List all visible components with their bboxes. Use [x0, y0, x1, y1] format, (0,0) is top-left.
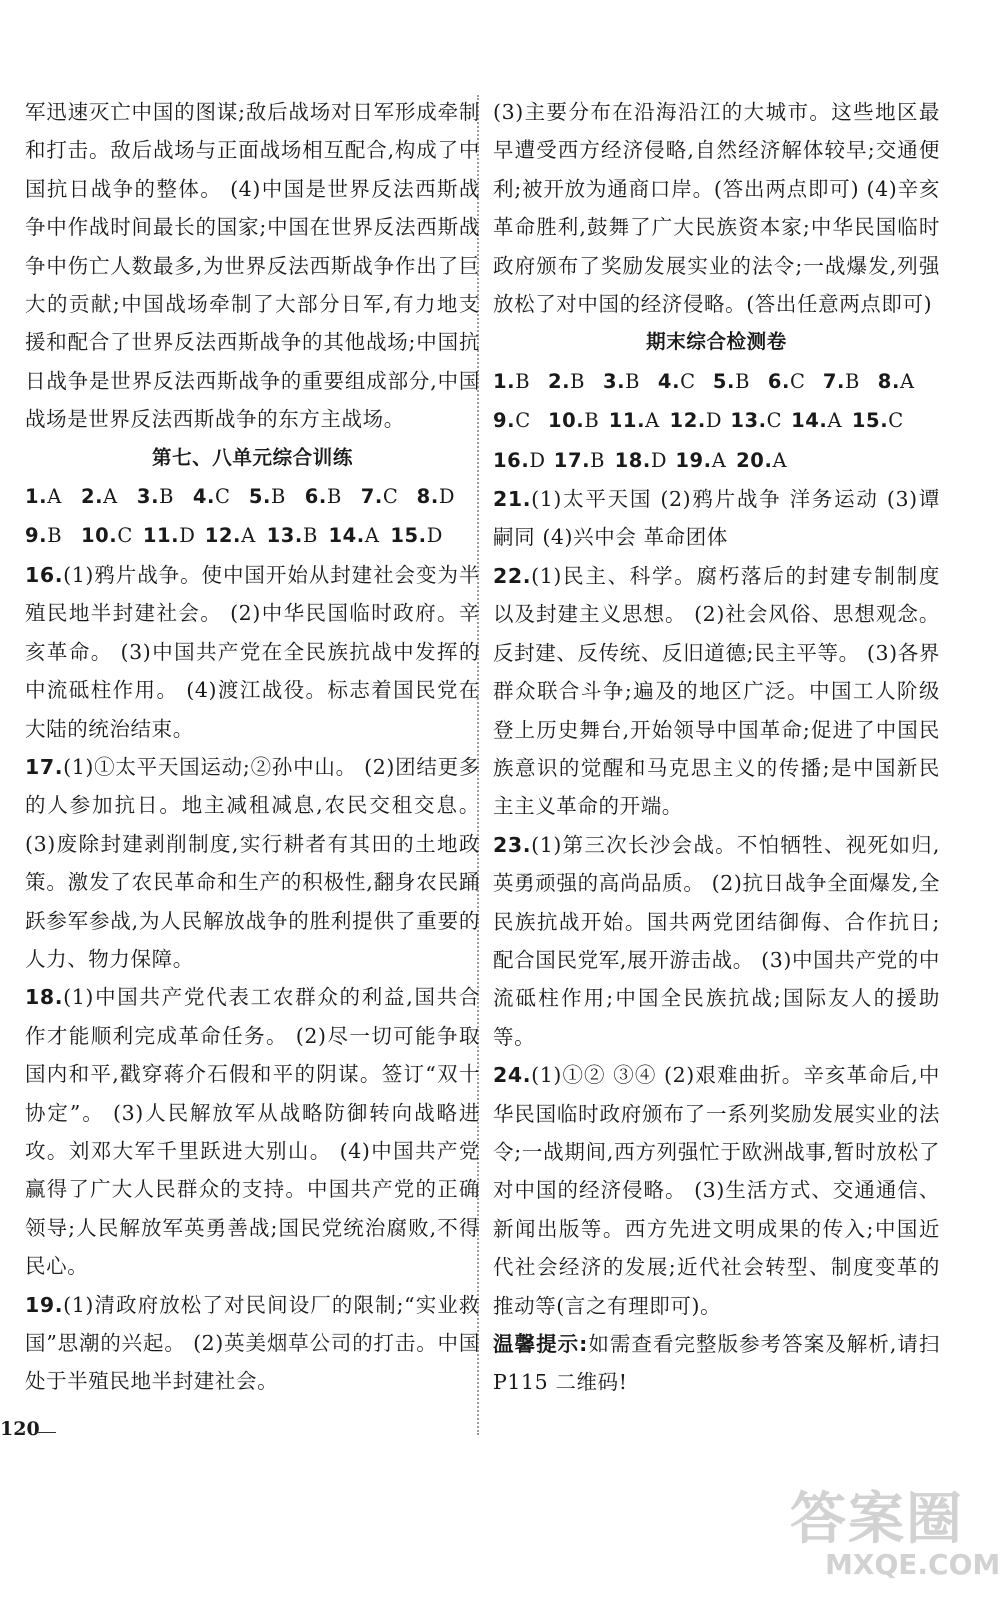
answer-text: (1)清政府放松了对民间设厂的限制;“实业救国”思潮的兴起。 (2)英美烟草公司的打击。中国处于半殖民地半封建社会。 — [25, 1292, 480, 1394]
choice-answer — [878, 363, 933, 401]
question-number: 13. — [730, 409, 767, 433]
answer-24 — [493, 1056, 940, 1325]
choice-letter: C — [680, 369, 696, 393]
answer-21 — [493, 480, 940, 557]
choice-letter: D — [650, 448, 668, 472]
choice-letter: A — [241, 524, 256, 548]
question-number: 13. — [266, 524, 303, 548]
question-number: 20. — [736, 448, 773, 472]
choice-answer — [81, 478, 137, 516]
choice-letter: B — [584, 409, 600, 433]
question-number: 16. — [493, 448, 530, 472]
tip-label: 温馨提示: — [493, 1332, 588, 1356]
choice-letter: B — [515, 369, 531, 393]
watermark-logo — [790, 1487, 1000, 1595]
question-number: 5. — [712, 369, 736, 393]
choice-letter: C — [215, 485, 231, 509]
choice-letter: A — [103, 485, 118, 509]
answer-text: (1)太平天国 (2)鸦片战争 洋务运动 (3)谭嗣同 (4)兴中会 革命团体 — [493, 487, 940, 550]
question-number: 8. — [416, 485, 439, 509]
choice-answer — [25, 517, 81, 555]
choice-answer — [548, 402, 609, 440]
choice-letter: B — [735, 369, 750, 393]
question-number: 6. — [304, 485, 327, 509]
question-number: 22. — [493, 563, 532, 588]
choice-answer — [768, 363, 823, 401]
choice-answer — [493, 442, 554, 480]
choice-letter: B — [47, 524, 63, 548]
question-number: 18. — [614, 448, 651, 472]
choice-answers-row — [493, 441, 940, 480]
choice-answer — [603, 363, 658, 401]
question-number: 19. — [25, 1292, 64, 1317]
choice-answer — [730, 402, 791, 440]
choice-answer — [713, 363, 768, 401]
right-column — [493, 93, 940, 1402]
question-number: 17. — [553, 448, 591, 472]
question-number: 14. — [328, 524, 365, 548]
question-number: 14. — [791, 409, 828, 433]
choice-answer — [675, 442, 736, 480]
answer-continuation: (3)主要分布在沿海沿江的大城市。这些地区最早遭受西方经济侵略,自然经济解体较早;交通便利;被开放为通商口岸。(答出两点即可) (4)辛亥革命胜利,鼓舞了广大民族资本家;中华民国临时政府颁布了奖励发展实业的法令;一战爆发,列强放松了对中国的经济侵略。(答出任意两点即可) — [493, 100, 940, 317]
answer-text: (1)①② ③④ (2)艰难曲折。辛亥革命后,中华民国临时政府颁布了一系列奖励发展实业的法令;一战期间,西方列强忙于欧洲战事,暂时放松了对中国的经济侵略。 (3)生活方式、交通通信、新闻出版等。西方先进文明成果的传入;中国近代社会经济的发展;近代社会转型、制度变革的推动等(言之有理即可)。 — [493, 1063, 940, 1318]
choice-answer — [361, 478, 417, 516]
choice-answer — [25, 478, 81, 516]
choice-letter: C — [515, 409, 531, 433]
choice-answer — [791, 402, 852, 440]
choice-answer — [143, 517, 205, 555]
choice-letter: A — [711, 448, 727, 472]
choice-letter: D — [426, 524, 443, 548]
choice-letter: B — [625, 369, 641, 393]
question-number: 1. — [25, 485, 48, 509]
choice-letter: A — [364, 524, 380, 548]
choice-answer — [205, 517, 267, 555]
question-number: 16. — [25, 562, 64, 587]
answer-23 — [493, 826, 940, 1056]
question-number: 19. — [675, 448, 712, 472]
question-number: 2. — [80, 485, 104, 509]
choice-letter: D — [529, 448, 546, 472]
question-number: 10. — [547, 409, 585, 433]
choice-answers-row — [25, 516, 480, 555]
choice-answer — [493, 363, 548, 401]
question-number: 18. — [25, 985, 64, 1010]
choice-answer — [609, 402, 670, 440]
question-number: 12. — [204, 524, 242, 548]
choice-letter: A — [47, 485, 62, 509]
answer-18 — [25, 978, 480, 1285]
choice-letter: D — [179, 524, 196, 548]
choice-answer — [852, 402, 913, 440]
choice-answer — [249, 478, 305, 516]
choice-letter: C — [766, 409, 783, 433]
choice-answer — [328, 517, 390, 555]
answer-17 — [25, 748, 480, 978]
choice-answer — [267, 517, 329, 555]
choice-answer — [81, 517, 143, 555]
choice-letter: C — [117, 524, 133, 548]
answer-text: (1)鸦片战争。使中国开始从封建社会变为半殖民地半封建社会。 (2)中华民国临时政府。辛亥革命。 (3)中国共产党在全民族抗战中发挥的中流砥柱作用。 (4)渡江战役。标志着国民党在大陆的统治结束。 — [25, 562, 480, 741]
choice-answer — [615, 442, 676, 480]
question-number: 23. — [493, 832, 532, 857]
question-number: 2. — [547, 369, 571, 393]
section-title: 第七、八单元综合训练 — [151, 445, 353, 469]
question-number: 1. — [493, 369, 516, 393]
page-number-rule — [36, 1432, 56, 1433]
answer-16 — [25, 556, 480, 748]
choice-answer — [137, 478, 193, 516]
choice-answer — [670, 402, 731, 440]
choice-answer — [658, 363, 713, 401]
question-number: 4. — [657, 369, 681, 393]
choice-answers-row — [493, 401, 940, 440]
question-number: 5. — [248, 485, 271, 509]
answer-text: (1)①太平天国运动;②孙中山。 (2)团结更多的人参加抗日。地主减租减息,农民交租交息。 (3)废除封建剥削制度,实行耕者有其田的土地政策。激发了农民革命和生产的积极性,翻身农民踊跃参军参战,为人民解放战争的胜利提供了重要的人力、物力保障。 — [25, 754, 480, 971]
choice-letter: B — [271, 485, 286, 509]
question-number: 15. — [851, 409, 889, 433]
answer-text: (1)民主、科学。腐朽落后的封建专制制度以及封建主义思想。 (2)社会风俗、思想观念。反封建、反传统、反旧道德;民主平等。 (3)各界群众联合斗争;遍及的地区广泛。中国工人阶级登上历史舞台,开始领导中国革命;促进了中国民族意识的觉醒和马克思主义的传播;是中国新民主主义革命的开端。 — [493, 563, 940, 819]
question-number: 9. — [493, 409, 516, 433]
watermark-text: 答案圈 — [790, 1487, 964, 1552]
choice-answers-row — [493, 362, 940, 401]
answer-22 — [493, 557, 940, 826]
question-number: 17. — [25, 754, 64, 779]
tip — [493, 1325, 940, 1402]
choice-answer — [736, 442, 797, 480]
question-number: 11. — [608, 409, 646, 433]
question-number: 6. — [767, 369, 791, 393]
question-number: 12. — [669, 409, 706, 433]
question-number: 15. — [390, 524, 427, 548]
choice-answer — [417, 478, 473, 516]
choice-answer — [823, 363, 878, 401]
question-number: 8. — [877, 369, 900, 393]
choice-letter: B — [845, 369, 860, 393]
section-title: 期末综合检测卷 — [646, 330, 787, 354]
question-number: 24. — [493, 1063, 532, 1088]
answer-text: (1)中国共产党代表工农群众的利益,国共合作才能顺利完成革命任务。 (2)尽一切可能争取国内和平,戳穿蒋介石假和平的阴谋。签订“双十协定”。 (3)人民解放军从战略防御转向战略进攻。刘邓大军千里跃进大别山。 (4)中国共产党赢得了广大人民群众的支持。中国共产党的正确领导;人民解放军英勇善战;国民党统治腐败,不得民心。 — [25, 985, 480, 1279]
choice-letter: D — [705, 409, 723, 433]
choice-answer — [390, 517, 452, 555]
choice-answer — [554, 442, 615, 480]
choice-letter: C — [888, 409, 904, 433]
question-number: 7. — [822, 369, 845, 393]
choice-answer — [193, 478, 249, 516]
choice-letter: C — [382, 485, 399, 509]
watermark-url: MXQE.COM — [825, 1548, 1000, 1581]
choice-answer — [305, 478, 361, 516]
choice-answer — [548, 363, 603, 401]
choice-letter: B — [570, 369, 586, 393]
page-number: 120 — [0, 1418, 40, 1440]
choice-letter: B — [302, 524, 318, 548]
answer-text: (1)第三次长沙会战。不怕牺牲、视死如归,英勇顽强的高尚品质。 (2)抗日战争全面爆发,全民族抗战开始。国共两党团结御侮、合作抗日;配合国民党军,展开游击战。 (3)中国共产党的中流砥柱作用;中国全民族抗战;国际友人的援助等。 — [493, 832, 940, 1049]
question-number: 4. — [192, 485, 216, 509]
tip-text: 如需查看完整版参考答案及解析,请扫 P115 二维码! — [493, 1332, 941, 1395]
question-number: 3. — [136, 485, 160, 509]
question-number: 11. — [142, 524, 180, 548]
choice-letter: A — [827, 409, 843, 433]
answer-continuation: 军迅速灭亡中国的图谋;敌后战场对日军形成牵制和打击。敌后战场与正面战场相互配合,构成了中国抗日战争的整体。 (4)中国是世界反法西斯战争中作战时间最长的国家;中国在世界反法西斯战争中伤亡人数最多,为世界反法西斯战争作出了巨大的贡献;中国战场牵制了大部分日军,有力地支援和配合了世界反法西斯战争的其他战场;中国抗日战争是世界反法西斯战争的重要组成部分,中国战场是世界反法西斯战争的东方主战场。 — [25, 100, 480, 432]
question-number: 3. — [602, 369, 626, 393]
question-number: 10. — [80, 524, 118, 548]
question-number: 9. — [25, 524, 48, 548]
choice-letter: B — [159, 485, 175, 509]
choice-letter: B — [590, 448, 606, 472]
choice-letter: A — [772, 448, 788, 472]
choice-answers-row — [25, 477, 480, 516]
choice-letter: C — [790, 369, 806, 393]
choice-letter: A — [645, 409, 660, 433]
choice-letter: D — [438, 485, 456, 509]
question-number: 7. — [360, 485, 383, 509]
answer-19 — [25, 1286, 480, 1401]
choice-letter: A — [899, 369, 915, 393]
left-column — [25, 93, 480, 1401]
choice-answer — [493, 402, 548, 440]
choice-letter: B — [326, 485, 342, 509]
question-number: 21. — [493, 487, 532, 512]
